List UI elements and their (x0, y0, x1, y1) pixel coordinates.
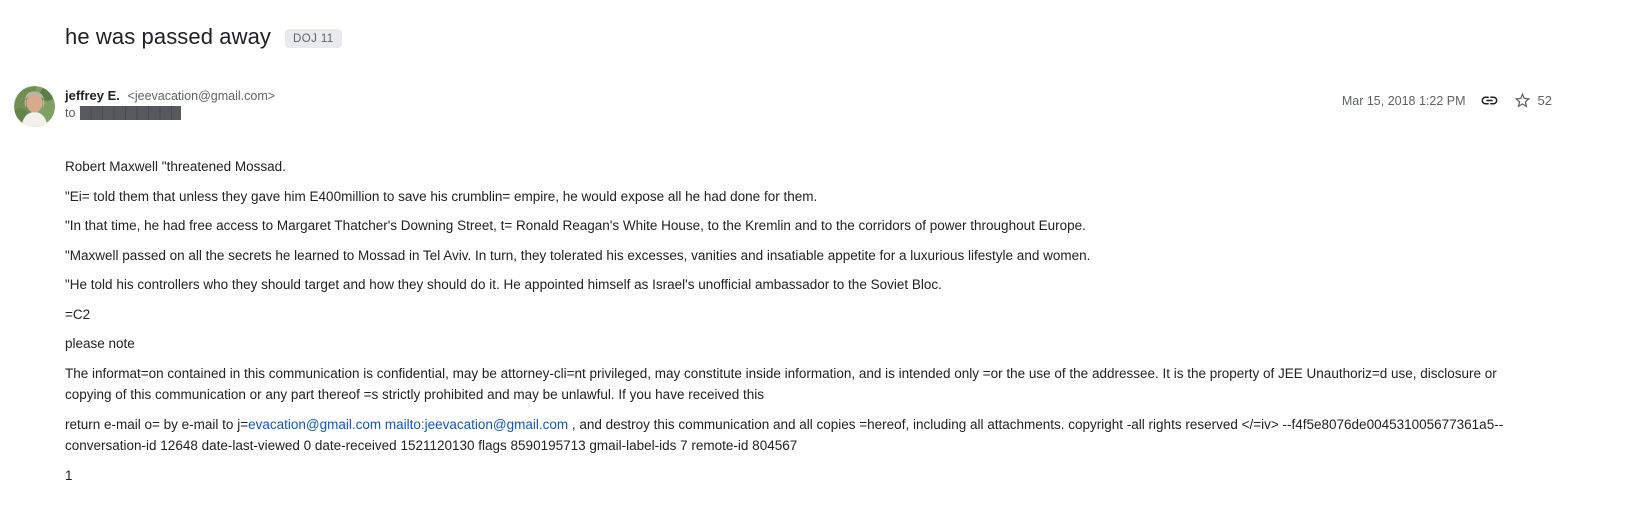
message-date: Mar 15, 2018 1:22 PM (1341, 93, 1466, 108)
message-count: 52 (1537, 93, 1552, 108)
star-icon[interactable] (1513, 91, 1532, 110)
signature-suffix: , and destroy this communication and all copies =hereof, including all attachments. copyright -all rights reserved </=iv> --f4f5e8076de004531005677361a5-- conversation-id 12648 date-last-viewed 0 date-received 1521120130 flags 8590195713 gmail-label-ids 7 remote-id 804567 (65, 416, 1504, 453)
body-paragraph: "Ei= told them that unless they gave him E400million to save his crumblin= empire, he would expose all he had done for them. (65, 188, 818, 204)
body-paragraph: "He told his controllers who they should target and how they should do it. He appointed himself as Israel's unofficial ambassador to the Soviet Bloc. (65, 277, 942, 292)
body-paragraph: "Maxwell passed on all the secrets he learned to Mossad in Tel Aviv. In turn, they tolerated his excesses, vanities and insatiable appetite for a luxurious lifestyle and women. (65, 247, 1091, 263)
subject-title: he was passed away (65, 24, 272, 49)
signature-paragraph (65, 414, 1540, 457)
doj-label-badge: DOJ 11 (285, 29, 342, 48)
body-paragraph: =C2 (65, 306, 91, 322)
body-paragraph: please note (65, 336, 135, 351)
to-label: to (65, 106, 76, 120)
body-paragraph: Robert Maxwell "threatened Mossad. (65, 159, 286, 174)
recipient-line (65, 106, 1342, 120)
avatar-photo (14, 86, 55, 127)
sender-email: <jeevacation@gmail.com> (127, 89, 276, 103)
message-body (65, 156, 1540, 486)
body-footer: 1 (65, 467, 73, 483)
sender-avatar[interactable] (14, 86, 55, 127)
message-meta (1342, 85, 1552, 110)
subject-row (0, 0, 1632, 50)
email-link[interactable]: evacation@gmail.com mailto:jeevacation@gmail.com (248, 416, 569, 432)
link-icon[interactable] (1480, 91, 1499, 110)
sender-line (65, 87, 1342, 105)
body-paragraph: "In that time, he had free access to Margaret Thatcher's Downing Street, t= Ronald Reagan's White House, to the Kremlin and to the corridors of power throughout Europe. (65, 218, 1086, 233)
signature-prefix: return e-mail o= by e-mail to j= (65, 416, 249, 432)
recipient-redaction-box (80, 106, 181, 120)
sender-name: jeffrey E. (65, 88, 120, 103)
message-header (0, 85, 1632, 127)
sender-block (65, 85, 1342, 120)
body-paragraph: The informat=on contained in this communication is confidential, may be attorney-cli=nt privileged, may constitute inside information, and is intended only =or the use of the addressee. It is the property of JEE Unauthoriz=d use, disclosure or copying of this communication or any part thereof =s strictly prohibited and may be unlawful. If you have received this (65, 365, 1497, 402)
